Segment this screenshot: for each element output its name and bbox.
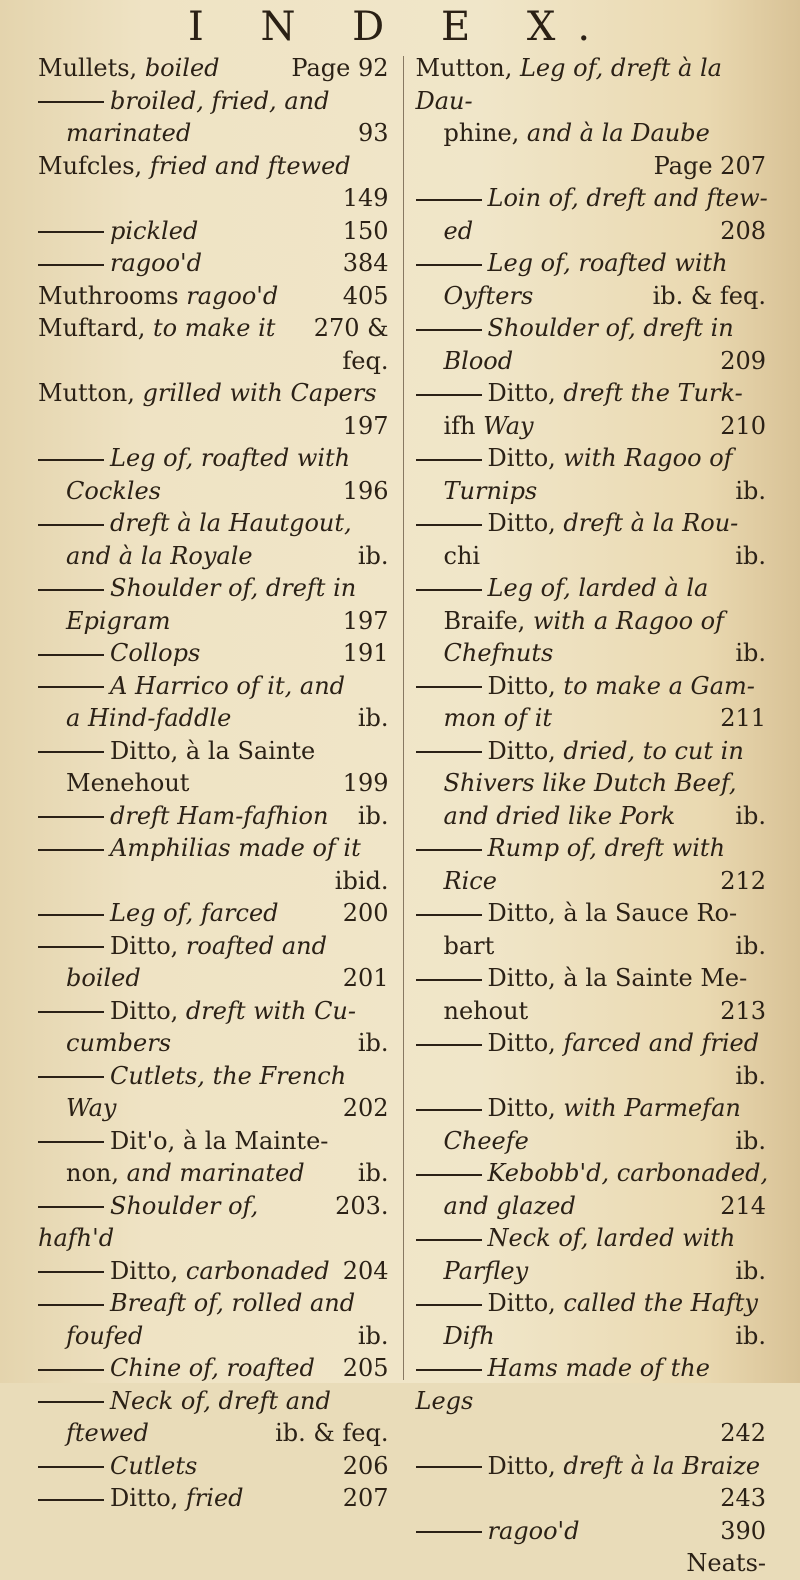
- index-entry: [416, 377, 771, 410]
- page-ref: 197: [342, 606, 389, 635]
- entry-italic-text: Breaft of, rolled and: [110, 1289, 356, 1317]
- index-entry: [38, 540, 393, 573]
- index-entry: [38, 182, 393, 215]
- page-ref: Page 92: [291, 54, 389, 82]
- entry-italic-text: ed: [443, 216, 474, 245]
- index-entry: [38, 1060, 393, 1093]
- entry-text: Ditto, à la Sainte: [110, 736, 316, 765]
- entry-text: Ditto, à la Sainte Me-: [487, 964, 748, 992]
- index-entry: [416, 117, 771, 150]
- page-ref: 200: [342, 899, 389, 927]
- index-entry: [416, 702, 771, 735]
- index-entry: [416, 1222, 771, 1255]
- index-entry: [38, 1482, 393, 1515]
- page-ref: 149: [342, 184, 389, 212]
- index-entry: [38, 1092, 393, 1125]
- ditto-dash: [416, 264, 482, 266]
- entry-italic-text: Chine of, roafted: [110, 1354, 315, 1382]
- index-entry: [416, 1027, 771, 1060]
- right-column: [404, 52, 771, 1577]
- page-ref: 390: [720, 1516, 766, 1545]
- index-entry: [38, 280, 393, 313]
- entry-italic-text: fried: [185, 1484, 244, 1512]
- ditto-dash: [416, 1044, 482, 1046]
- ditto-dash: [38, 1304, 104, 1306]
- page-ref: ib.: [735, 1061, 766, 1090]
- ditto-dash: [416, 524, 482, 526]
- page-ref: ib. & feq.: [652, 281, 766, 310]
- page-ref: ib.: [357, 704, 389, 732]
- index-entry: [38, 1287, 393, 1320]
- entry-italic-text: to make it: [152, 314, 276, 342]
- entry-text: Muthrooms: [38, 281, 187, 310]
- page-ref: ib.: [735, 639, 766, 667]
- entry-italic-text: farced and fried: [563, 1029, 760, 1057]
- entry-italic-text: Kebobb'd, carbonaded,: [487, 1159, 769, 1187]
- entry-italic-text: and dried like Pork: [443, 801, 676, 830]
- entry-italic-text: Way: [66, 1094, 117, 1122]
- page-ref: 202: [342, 1094, 389, 1122]
- index-entry: [38, 1125, 393, 1158]
- entry-text: Ditto,: [487, 1094, 564, 1122]
- entry-italic-text: cumbers: [66, 1029, 172, 1057]
- index-entry: [416, 475, 771, 508]
- index-entry: [416, 1417, 771, 1450]
- ditto-dash: [38, 589, 104, 591]
- index-entry: [38, 247, 393, 280]
- page-ref: 243: [720, 1484, 766, 1512]
- page-title: I N D E X.: [187, 4, 613, 50]
- entry-text: bart: [443, 931, 495, 960]
- entry-italic-text: boiled: [144, 54, 220, 82]
- entry-italic-text: Turnips: [443, 476, 538, 505]
- entry-italic-text: dreft with Cu-: [185, 996, 356, 1025]
- page-ref: ib.: [735, 541, 766, 570]
- index-entry: [38, 800, 393, 833]
- entry-italic-text: A Harrico of it, and: [110, 671, 346, 700]
- ditto-dash: [416, 1369, 482, 1371]
- ditto-dash: [38, 1141, 104, 1143]
- page-ref: 210: [720, 411, 766, 440]
- entry-text: Ditto,: [487, 379, 564, 407]
- entry-text: Ditto,: [110, 996, 186, 1025]
- index-entry: [416, 150, 771, 183]
- index-entry: [416, 572, 771, 605]
- entry-text: Ditto,: [487, 1451, 564, 1480]
- ditto-dash: [38, 1499, 104, 1501]
- entry-text: Ditto,: [487, 736, 564, 765]
- entry-text: Mutton,: [415, 54, 520, 82]
- page-ref: 205: [342, 1354, 389, 1382]
- index-entry: [416, 345, 771, 378]
- entry-italic-text: and à la Royale: [66, 541, 253, 570]
- page-ref: ib.: [357, 1159, 389, 1187]
- index-entry: [416, 1482, 771, 1515]
- entry-italic-text: a Hind-faddle: [66, 704, 232, 732]
- page-ref: 93: [357, 119, 389, 147]
- entry-italic-text: roafted and: [185, 931, 328, 960]
- index-entry: [416, 215, 771, 248]
- ditto-dash: [38, 914, 104, 916]
- index-entry: [416, 832, 771, 865]
- entry-text: Ditto,: [487, 444, 564, 472]
- ditto-dash: [38, 686, 104, 688]
- ditto-dash: [416, 1239, 482, 1241]
- page-ref: Neats-: [686, 1549, 766, 1577]
- entry-text: non,: [66, 1159, 127, 1187]
- ditto-dash: [38, 1369, 104, 1371]
- index-entry: [416, 540, 771, 573]
- index-entry: [38, 442, 393, 475]
- ditto-dash: [416, 1109, 482, 1111]
- entry-italic-text: carbonaded: [185, 1256, 330, 1285]
- entry-italic-text: Leg of, dreft à la Dau-: [415, 54, 722, 115]
- entry-text: Dit'o, à la Mainte-: [110, 1126, 329, 1155]
- entry-italic-text: pickled: [110, 216, 199, 245]
- entry-text: chi: [443, 541, 481, 570]
- index-entry: [416, 280, 771, 313]
- page-ref: 150: [342, 216, 389, 245]
- entry-text: phine,: [443, 119, 527, 147]
- page-ref: 214: [720, 1191, 766, 1220]
- page-ref: ib.: [357, 1321, 389, 1350]
- index-entry: [38, 215, 393, 248]
- index-entry: [416, 865, 771, 898]
- index-entry: [38, 897, 393, 930]
- column-divider: [403, 56, 404, 1380]
- page-ref: ib.: [357, 541, 389, 570]
- page-ref: ib. & feq.: [275, 1419, 389, 1447]
- entry-italic-text: ftewed: [66, 1419, 149, 1447]
- entry-text: Ditto,: [110, 1256, 186, 1285]
- entry-italic-text: broiled, fried, and: [110, 86, 330, 115]
- page-ref: 204: [342, 1256, 389, 1285]
- entry-italic-text: mon of it: [443, 704, 553, 732]
- ditto-dash: [38, 751, 104, 753]
- ditto-dash: [38, 1076, 104, 1078]
- ditto-dash: [38, 1011, 104, 1013]
- index-entry: [38, 150, 393, 183]
- index-entry: [38, 767, 393, 800]
- entry-text: Braife,: [443, 606, 533, 635]
- index-entry: [416, 637, 771, 670]
- index-entry: [416, 995, 771, 1028]
- index-entry: [416, 52, 771, 117]
- index-entry: [416, 767, 771, 800]
- entry-italic-text: Cheefe: [443, 1126, 529, 1155]
- index-entry: [416, 670, 771, 703]
- index-entry: [416, 312, 771, 345]
- index-entry: [416, 410, 771, 443]
- ditto-dash: [38, 524, 104, 526]
- index-entry: [416, 1125, 771, 1158]
- entry-italic-text: ragoo'd: [487, 1516, 580, 1545]
- page-ref: ib.: [735, 1256, 766, 1285]
- entry-italic-text: Shoulder of, dreft in: [487, 314, 734, 342]
- entry-italic-text: dreft the Turk-: [563, 379, 743, 407]
- ditto-dash: [38, 231, 104, 233]
- entry-italic-text: foufed: [66, 1321, 144, 1350]
- index-entry: [38, 1190, 393, 1255]
- entry-italic-text: Amphilias made of it: [110, 834, 361, 862]
- left-column: [38, 52, 403, 1512]
- index-entry: [38, 345, 393, 378]
- page-ref: 242: [720, 1419, 766, 1447]
- entry-italic-text: Leg of, farced: [110, 899, 279, 927]
- entry-italic-text: dried, to cut in: [563, 736, 744, 765]
- ditto-dash: [416, 751, 482, 753]
- entry-text: Menehout: [66, 769, 190, 797]
- entry-italic-text: to make a Gam-: [563, 671, 755, 700]
- ditto-dash: [416, 589, 482, 591]
- ditto-dash: [416, 1531, 482, 1533]
- index-entry: [416, 442, 771, 475]
- page-ref: feq.: [342, 346, 389, 375]
- ditto-dash: [416, 1304, 482, 1306]
- index-entry: [38, 507, 393, 540]
- entry-italic-text: Shoulder of, dreft in: [110, 574, 357, 602]
- index-entry: [416, 1287, 771, 1320]
- page-ref: Page 207: [653, 151, 766, 180]
- entry-italic-text: dreft à la Rou-: [563, 509, 739, 537]
- ditto-dash: [416, 459, 482, 461]
- index-entry: [416, 962, 771, 995]
- index-entry: [38, 85, 393, 118]
- index-entry: [38, 1352, 393, 1385]
- ditto-dash: [38, 816, 104, 818]
- ditto-dash: [38, 459, 104, 461]
- index-entry: [38, 475, 393, 508]
- page-ref: 201: [342, 964, 389, 992]
- page-ref: 209: [720, 346, 766, 375]
- entry-italic-text: Cutlets, the French: [110, 1061, 347, 1090]
- page-ref: 208: [720, 216, 766, 245]
- entry-italic-text: Cutlets: [110, 1451, 198, 1480]
- index-entry: [38, 605, 393, 638]
- entry-italic-text: with Parmefan: [563, 1094, 741, 1122]
- entry-italic-text: Rump of, dreft with: [487, 834, 726, 862]
- entry-text: ifh: [443, 411, 484, 440]
- ditto-dash: [416, 199, 482, 201]
- page-ref: ib.: [735, 1321, 766, 1350]
- index-entry: [38, 995, 393, 1028]
- index-entry: [38, 1450, 393, 1483]
- page-ref: 206: [342, 1451, 389, 1480]
- entry-italic-text: Collops: [110, 639, 201, 667]
- page-ref: 199: [342, 769, 389, 797]
- index-entry: [38, 637, 393, 670]
- index-entry: [416, 1320, 771, 1353]
- index-entry: [38, 1320, 393, 1353]
- entry-italic-text: Shoulder of, hafh'd: [38, 1191, 259, 1252]
- index-entry: [38, 572, 393, 605]
- entry-italic-text: Leg of, roafted with: [487, 249, 728, 277]
- entry-text: Ditto,: [487, 671, 564, 700]
- ditto-dash: [38, 1466, 104, 1468]
- page-ref: ib.: [735, 1126, 766, 1155]
- entry-text: Ditto,: [487, 1029, 564, 1057]
- page-ref: 384: [342, 249, 389, 277]
- ditto-dash: [416, 1466, 482, 1468]
- entry-italic-text: Blood: [443, 346, 514, 375]
- index-entry: [416, 1352, 771, 1417]
- entry-text: nehout: [443, 996, 529, 1025]
- ditto-dash: [416, 686, 482, 688]
- index-entry: [416, 247, 771, 280]
- entry-text: Mullets,: [38, 54, 145, 82]
- ditto-dash: [38, 946, 104, 948]
- page-ref: 197: [342, 411, 389, 440]
- ditto-dash: [38, 1271, 104, 1273]
- index-entry: [416, 605, 771, 638]
- index-entry: [416, 1450, 771, 1483]
- entry-italic-text: Leg of, larded à la: [487, 574, 709, 602]
- page-ref: ib.: [357, 801, 389, 830]
- index-entry: [416, 1190, 771, 1223]
- index-entry: [416, 930, 771, 963]
- index-columns: [38, 52, 770, 1577]
- entry-italic-text: Cockles: [66, 476, 161, 505]
- page-ref: 196: [342, 476, 389, 505]
- entry-italic-text: marinated: [66, 119, 192, 147]
- entry-italic-text: ragoo'd: [186, 281, 279, 310]
- entry-italic-text: dreft Ham-fafhion: [110, 801, 329, 830]
- ditto-dash: [38, 1401, 104, 1403]
- entry-text: Mufcles,: [38, 151, 150, 180]
- entry-italic-text: Difh: [443, 1321, 495, 1350]
- index-entry: [416, 1157, 771, 1190]
- entry-italic-text: Parfley: [443, 1256, 529, 1285]
- page-ref: ib.: [735, 931, 766, 960]
- entry-italic-text: Neck of, larded with: [487, 1224, 736, 1252]
- entry-italic-text: ragoo'd: [110, 249, 203, 277]
- entry-italic-text: called the Hafty: [563, 1289, 758, 1317]
- entry-italic-text: dreft à la Braize: [563, 1451, 761, 1480]
- entry-italic-text: Epigram: [66, 606, 171, 635]
- page-ref: 211: [720, 704, 766, 732]
- page-ref: 203.: [335, 1191, 389, 1220]
- page-ref: 207: [342, 1484, 389, 1512]
- page-ref: 270 &: [313, 314, 389, 342]
- ditto-dash: [416, 329, 482, 331]
- page-ref: 405: [342, 281, 389, 310]
- page-ref: ib.: [735, 801, 766, 830]
- entry-italic-text: boiled: [66, 964, 141, 992]
- index-entry: [38, 1157, 393, 1190]
- index-entry: [38, 1417, 393, 1450]
- index-entry: [38, 312, 393, 345]
- index-entry: [38, 670, 393, 703]
- ditto-dash: [416, 979, 482, 981]
- entry-italic-text: and à la Daube: [526, 119, 710, 147]
- entry-text: Ditto, à la Sauce Ro-: [487, 899, 738, 927]
- index-entry: [416, 897, 771, 930]
- index-entry: [416, 182, 771, 215]
- entry-italic-text: Loin of, dreft and ftew-: [487, 184, 768, 212]
- entry-italic-text: Rice: [443, 866, 497, 895]
- index-entry: [38, 377, 393, 410]
- page-ref: 213: [720, 996, 766, 1025]
- index-entry: [38, 410, 393, 443]
- page-ref: ibid.: [334, 866, 389, 895]
- ditto-dash: [416, 849, 482, 851]
- entry-italic-text: and marinated: [126, 1159, 305, 1187]
- entry-italic-text: with Ragoo of: [563, 444, 733, 472]
- entry-text: Ditto,: [110, 931, 186, 960]
- entry-text: Ditto,: [110, 1484, 186, 1512]
- entry-italic-text: Chefnuts: [443, 639, 554, 667]
- index-entry: [38, 832, 393, 865]
- ditto-dash: [38, 1206, 104, 1208]
- index-entry: [416, 507, 771, 540]
- index-entry: [38, 702, 393, 735]
- entry-text: Mutton,: [38, 379, 143, 407]
- entry-italic-text: Leg of, roafted with: [110, 444, 351, 472]
- ditto-dash: [416, 394, 482, 396]
- index-entry: [38, 865, 393, 898]
- index-entry: [416, 1060, 771, 1093]
- index-entry: [416, 735, 771, 768]
- entry-italic-text: Way: [483, 411, 534, 440]
- ditto-dash: [38, 654, 104, 656]
- page-ref: ib.: [735, 476, 766, 505]
- ditto-dash: [38, 264, 104, 266]
- index-entry: [38, 962, 393, 995]
- ditto-dash: [38, 849, 104, 851]
- index-entry: [38, 930, 393, 963]
- page-ref: ib.: [357, 1029, 389, 1057]
- entry-italic-text: dreft à la Hautgout,: [110, 509, 352, 537]
- page-ref: 191: [342, 639, 389, 667]
- entry-italic-text: and glazed: [443, 1191, 576, 1220]
- entry-text: Ditto,: [487, 1289, 564, 1317]
- index-entry: [416, 800, 771, 833]
- page-ref: 212: [720, 866, 766, 895]
- entry-italic-text: Hams made of the Legs: [415, 1354, 710, 1415]
- entry-italic-text: Oyfters: [443, 281, 534, 310]
- index-entry: [38, 52, 393, 85]
- ditto-dash: [416, 1174, 482, 1176]
- index-entry: [416, 1515, 771, 1548]
- index-entry: [38, 117, 393, 150]
- entry-italic-text: with a Ragoo of: [532, 606, 724, 635]
- index-entry: [416, 1547, 771, 1580]
- index-entry: [38, 1027, 393, 1060]
- index-entry: [416, 1092, 771, 1125]
- index-entry: [38, 1255, 393, 1288]
- ditto-dash: [416, 914, 482, 916]
- entry-text: Muftard,: [38, 314, 153, 342]
- entry-text: Ditto,: [487, 509, 564, 537]
- index-entry: [416, 1255, 771, 1288]
- entry-italic-text: fried and ftewed: [149, 151, 351, 180]
- entry-italic-text: Neck of, dreft and: [110, 1386, 331, 1415]
- index-entry: [38, 1385, 393, 1418]
- entry-italic-text: grilled with Capers: [142, 379, 377, 407]
- index-entry: [38, 735, 393, 768]
- entry-italic-text: Shivers like Dutch Beef,: [443, 769, 737, 797]
- ditto-dash: [38, 101, 104, 103]
